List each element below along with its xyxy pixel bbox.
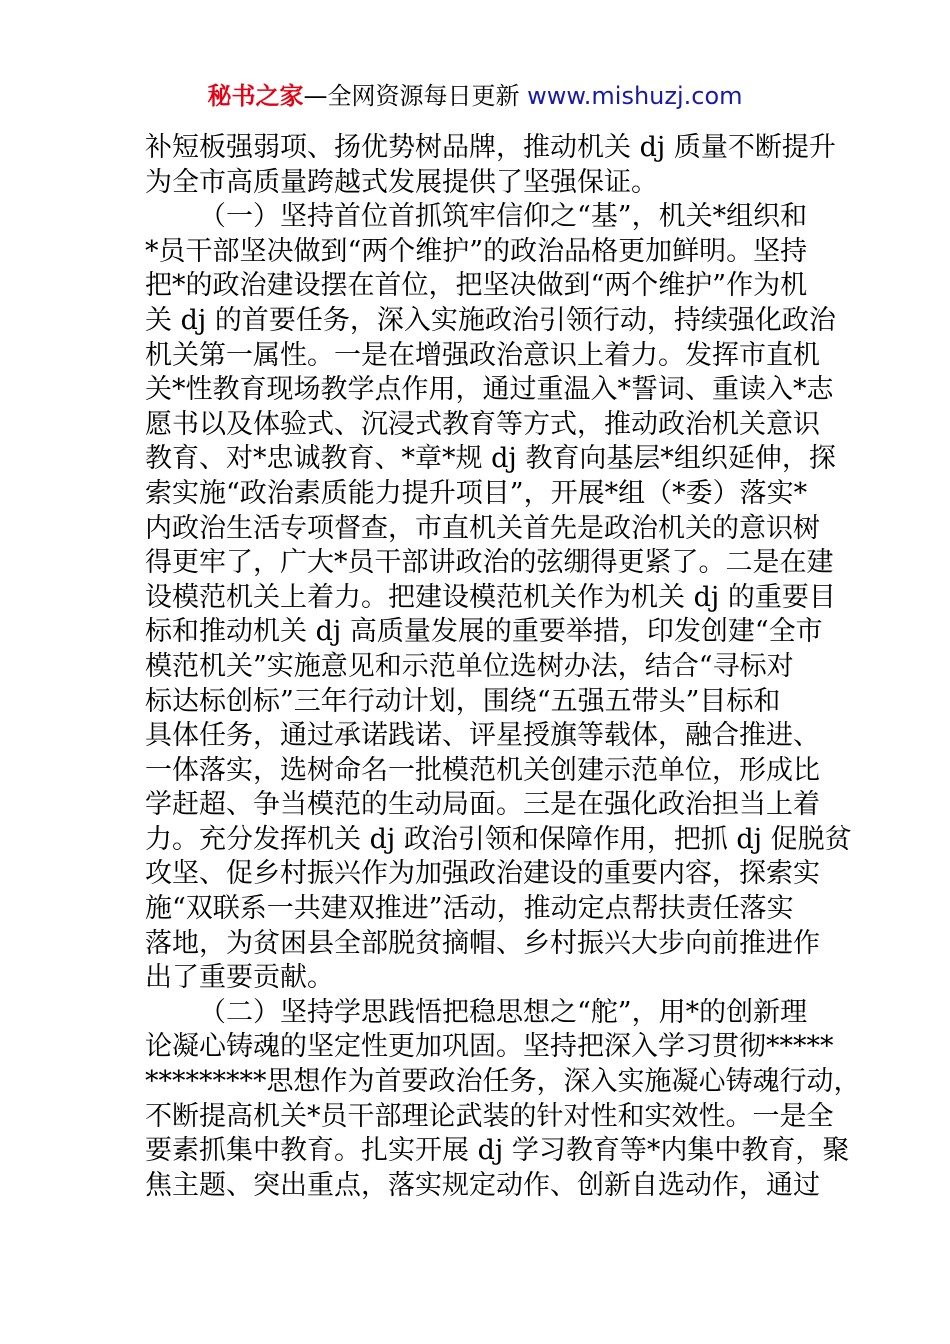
text-line: 内政治生活专项督查，市直机关首先是政治机关的意识树 <box>145 512 820 544</box>
text-line: 落地，为贫困县全部脱贫摘帽、乡村振兴大步向前推进作 <box>145 927 820 959</box>
text-line: 得更牢了，广大*员干部讲政治的弦绷得更紧了。二是在建 <box>145 547 834 579</box>
text-line: 补短板强弱项、扬优势树品牌，推动机关 dj 质量不断提升 <box>145 132 836 163</box>
text-line: 攻坚、促乡村振兴作为加强政治建设的重要内容，探索实 <box>145 858 820 890</box>
text-line: 关*性教育现场教学点作用，通过重温入*誓词、重读入*志 <box>145 374 834 406</box>
site-brand: 秘书之家 <box>207 82 304 110</box>
text-line: 索实施“政治素质能力提升项目”，开展*组（*委）落实* <box>145 477 808 509</box>
site-url-link[interactable]: www.mishuzj.com <box>527 82 743 110</box>
text-line: 要素抓集中教育。扎实开展 dj 学习教育等*内集中教育，聚 <box>145 1135 850 1167</box>
text-line: 出了重要贡献。 <box>145 962 334 994</box>
text-line: 具体任务，通过承诺践诺、评星授旗等载体，融合推进、 <box>145 720 820 752</box>
text-line: 关 dj 的首要任务，深入实施政治引领行动，持续强化政治 <box>145 304 836 336</box>
text-line: 学赶超、争当模范的生动局面。三是在强化政治担当上着 <box>145 789 820 821</box>
text-line: 为全市高质量跨越式发展提供了坚强保证。 <box>145 166 658 198</box>
text-line: *员干部坚决做到“两个维护”的政治品格更加鲜明。坚持 <box>145 235 808 267</box>
text-line: 不断提高机关*员干部理论武装的针对性和实效性。一是全 <box>145 1100 834 1132</box>
text-line: 把*的政治建设摆在首位，把坚决做到“两个维护”作为机 <box>145 270 808 302</box>
text-line: 论凝心铸魂的坚定性更加巩固。坚持把深入学习贯彻***** <box>145 1031 834 1063</box>
text-line: 机关第一属性。一是在增强政治意识上着力。发挥市直机 <box>145 339 820 371</box>
document-body <box>145 131 861 1203</box>
text-line: 焦主题、突出重点，落实规定动作、创新自选动作，通过 <box>145 1169 820 1201</box>
text-line: *********思想作为首要政治任务，深入实施凝心铸魂行动， <box>145 1066 861 1098</box>
text-line: 愿书以及体验式、沉浸式教育等方式，推动政治机关意识 <box>145 408 820 440</box>
text-line: 一体落实，选树命名一批模范机关创建示范单位，形成比 <box>145 754 820 786</box>
text-line: 设模范机关上着力。把建设模范机关作为机关 dj 的重要目 <box>145 581 836 613</box>
site-tagline: —全网资源每日更新 <box>303 82 520 110</box>
site-header <box>0 80 950 112</box>
text-line: 施“双联系一共建双推进”活动，推动定点帮扶责任落实 <box>145 893 794 925</box>
paragraph-start-line: （二）坚持学思践悟把稳思想之“舵”，用*的创新理 <box>199 996 808 1028</box>
text-line: 模范机关”实施意见和示范单位选树办法，结合“寻标对 <box>145 650 794 682</box>
text-line: 力。充分发挥机关 dj 政治引领和保障作用，把抓 dj 促脱贫 <box>145 823 852 855</box>
paragraph-start-line: （一）坚持首位首抓筑牢信仰之“基”，机关*组织和 <box>199 201 808 233</box>
text-line: 标和推动机关 dj 高质量发展的重要举措，印发创建“全市 <box>145 616 823 648</box>
text-line: 教育、对*忠诚教育、*章*规 dj 教育向基层*组织延伸，探 <box>145 443 836 475</box>
text-line: 标达标创标”三年行动计划，围绕“五强五带头”目标和 <box>145 685 781 717</box>
